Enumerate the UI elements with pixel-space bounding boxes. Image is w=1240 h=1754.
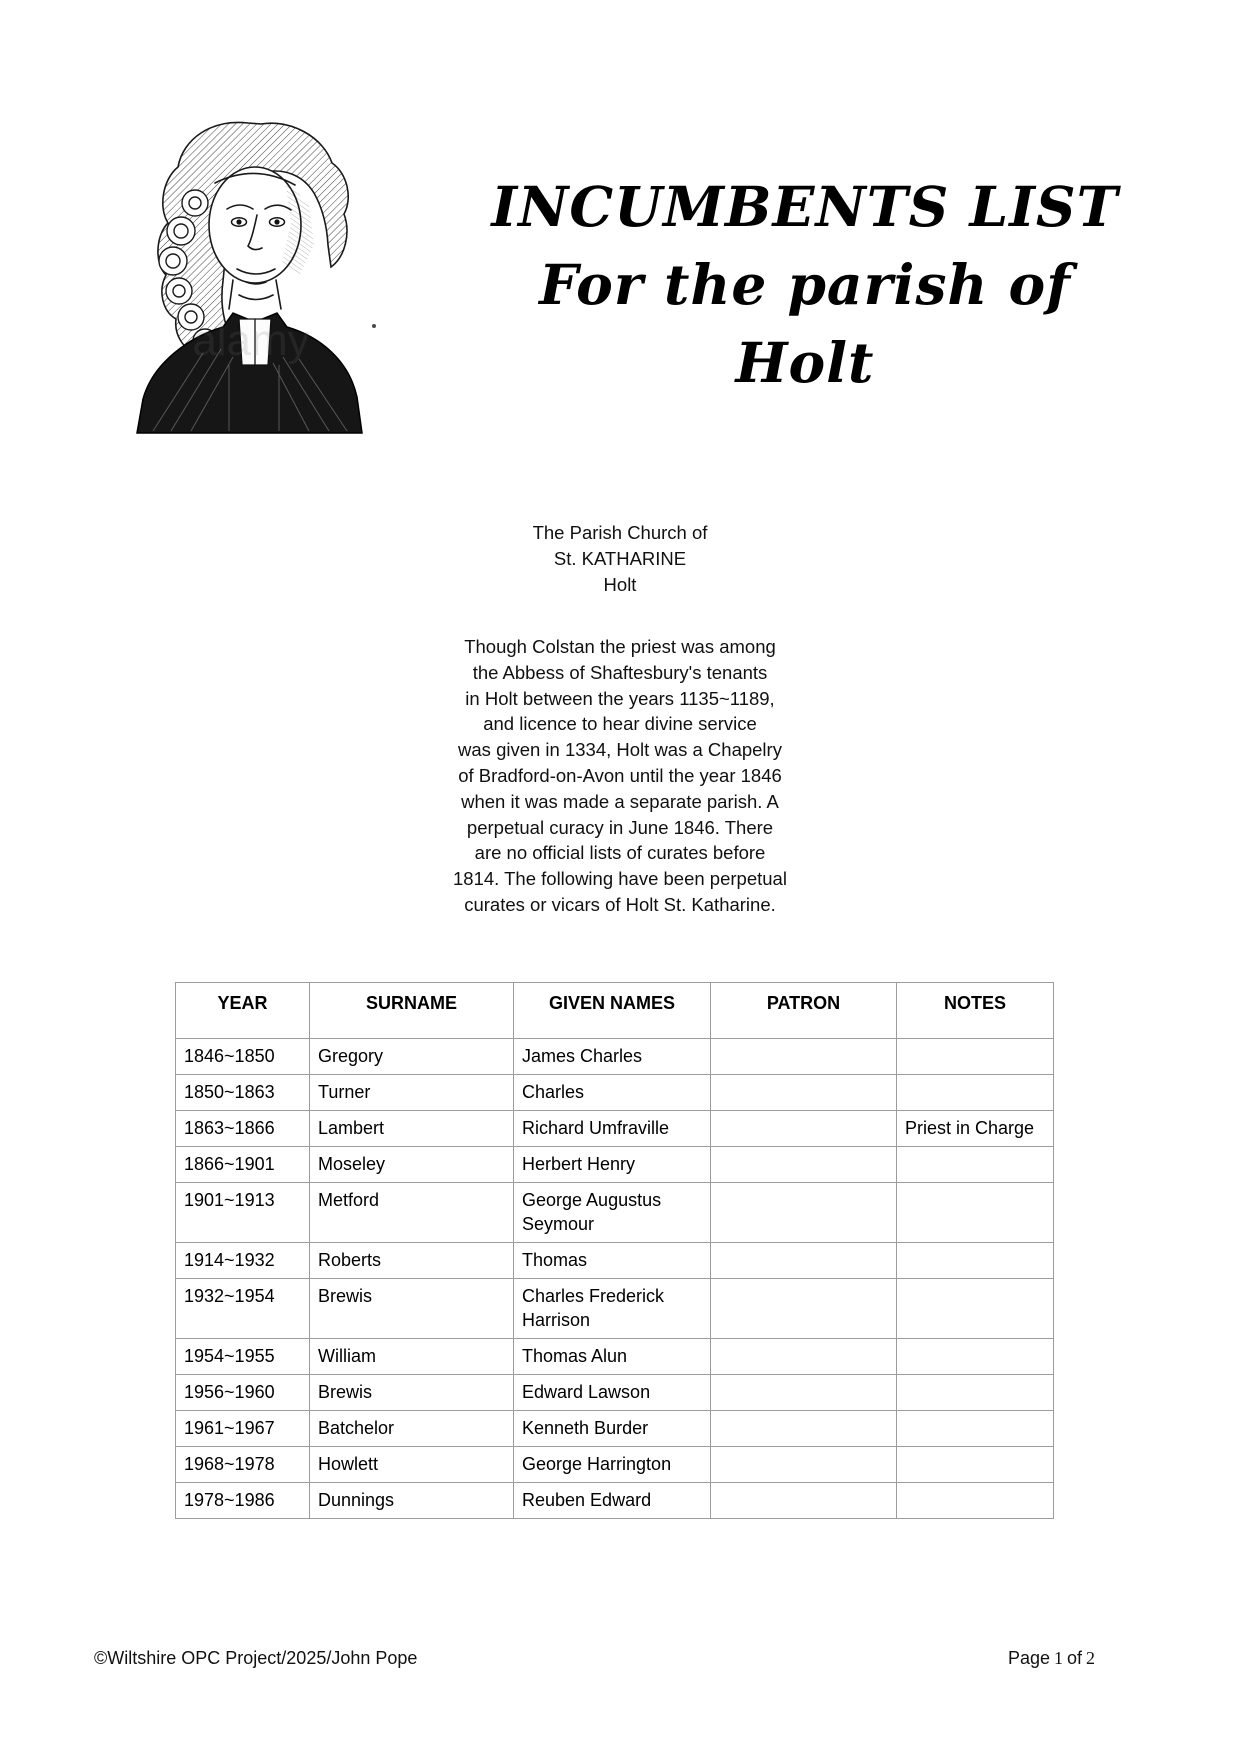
cell-year: 1863~1866 (176, 1111, 310, 1147)
table-row (176, 1075, 1054, 1111)
cell-notes (897, 1279, 1054, 1339)
intro-line: and licence to hear divine service (483, 713, 757, 735)
cell-surname: Howlett (310, 1447, 514, 1483)
table-row (176, 1111, 1054, 1147)
table-row (176, 1375, 1054, 1411)
cell-given-names: Thomas (514, 1243, 711, 1279)
table-row (176, 1279, 1054, 1339)
cell-surname: Metford (310, 1183, 514, 1243)
cell-year: 1846~1850 (176, 1039, 310, 1075)
title-line-3: Holt (735, 330, 875, 395)
intro-line: was given in 1334, Holt was a Chapelry (458, 739, 782, 761)
intro-line: perpetual curacy in June 1846. There (466, 816, 774, 838)
table-row (176, 1039, 1054, 1075)
cell-surname: Moseley (310, 1147, 514, 1183)
cell-notes: Priest in Charge (897, 1111, 1054, 1147)
cell-year: 1961~1967 (176, 1411, 310, 1447)
cell-year: 1954~1955 (176, 1339, 310, 1375)
table-row (176, 1447, 1054, 1483)
intro-line: in Holt between the years 1135~1189, (465, 687, 775, 709)
page-title (425, 168, 1185, 402)
cell-surname: Batchelor (310, 1411, 514, 1447)
table-row (176, 1147, 1054, 1183)
cell-year: 1956~1960 (176, 1375, 310, 1411)
cell-notes (897, 1339, 1054, 1375)
cell-notes (897, 1075, 1054, 1111)
cell-patron (711, 1411, 897, 1447)
cell-patron (711, 1243, 897, 1279)
table-row (176, 1243, 1054, 1279)
intro-paragraph (290, 634, 950, 918)
cell-notes (897, 1147, 1054, 1183)
stray-ink-dot (372, 324, 376, 328)
cell-year: 1932~1954 (176, 1279, 310, 1339)
intro-line: are no official lists of curates before (474, 842, 766, 864)
cell-notes (897, 1243, 1054, 1279)
incumbents-table (175, 982, 1054, 1519)
cell-notes (897, 1483, 1054, 1519)
table-row (176, 1483, 1054, 1519)
table-row (176, 1183, 1054, 1243)
cell-given-names: Kenneth Burder (514, 1411, 711, 1447)
cell-surname: Gregory (310, 1039, 514, 1075)
cell-year: 1901~1913 (176, 1183, 310, 1243)
header-notes: NOTES (897, 983, 1054, 1039)
cell-notes (897, 1183, 1054, 1243)
cell-notes (897, 1447, 1054, 1483)
cell-surname: Turner (310, 1075, 514, 1111)
church-heading-line: St. KATHARINE (553, 548, 687, 569)
page-footer (94, 1648, 1099, 1669)
table-row (176, 1339, 1054, 1375)
intro-line: of Bradford-on-Avon until the year 1846 (458, 764, 782, 786)
cell-notes (897, 1411, 1054, 1447)
cell-patron (711, 1039, 897, 1075)
cell-given-names: Charles (514, 1075, 711, 1111)
cell-given-names: George Augustus Seymour (514, 1183, 711, 1243)
cell-patron (711, 1075, 897, 1111)
cell-given-names: Richard Umfraville (514, 1111, 711, 1147)
intro-line: when it was made a separate parish. A (461, 790, 779, 812)
cell-patron (711, 1339, 897, 1375)
cell-notes (897, 1039, 1054, 1075)
cell-year: 1866~1901 (176, 1147, 310, 1183)
intro-line: the Abbess of Shaftesbury's tenants (472, 661, 768, 683)
intro-line: Though Colstan the priest was among (464, 636, 776, 657)
cell-notes (897, 1375, 1054, 1411)
church-heading-line: Holt (603, 574, 637, 595)
cell-year: 1978~1986 (176, 1483, 310, 1519)
incumbents-table-body (176, 1039, 1054, 1519)
cell-surname: Brewis (310, 1279, 514, 1339)
table-header-row (176, 983, 1054, 1039)
copyright-text: ©Wiltshire OPC Project/2025/John Pope (94, 1648, 418, 1668)
cell-year: 1914~1932 (176, 1243, 310, 1279)
clergyman-portrait-drawing (133, 112, 363, 434)
header-patron: PATRON (711, 983, 897, 1039)
cell-given-names: Reuben Edward (514, 1483, 711, 1519)
cell-patron (711, 1111, 897, 1147)
cell-surname: Brewis (310, 1375, 514, 1411)
title-line-2: For the parish of (539, 252, 1071, 317)
intro-line: curates or vicars of Holt St. Katharine. (464, 893, 776, 915)
cell-patron (711, 1147, 897, 1183)
header-given-names: GIVEN NAMES (514, 983, 711, 1039)
cell-patron (711, 1279, 897, 1339)
clergyman-portrait (133, 112, 363, 434)
cell-given-names: Edward Lawson (514, 1375, 711, 1411)
header-surname: SURNAME (310, 983, 514, 1039)
cell-patron (711, 1447, 897, 1483)
church-heading-line: The Parish Church of (532, 522, 708, 543)
page-number-label: Page 1 of 2 (1007, 1648, 1095, 1668)
cell-year: 1968~1978 (176, 1447, 310, 1483)
cell-patron (711, 1375, 897, 1411)
title-line-1: INCUMBENTS LIST (491, 174, 1119, 239)
cell-year: 1850~1863 (176, 1075, 310, 1111)
cell-patron (711, 1183, 897, 1243)
header-year: YEAR (176, 983, 310, 1039)
cell-given-names: Thomas Alun (514, 1339, 711, 1375)
cell-given-names: Charles Frederick Harrison (514, 1279, 711, 1339)
cell-given-names: Herbert Henry (514, 1147, 711, 1183)
cell-surname: Dunnings (310, 1483, 514, 1519)
table-row (176, 1411, 1054, 1447)
cell-surname: William (310, 1339, 514, 1375)
church-heading (320, 520, 920, 598)
watermark-text: alamy (192, 316, 310, 365)
cell-patron (711, 1483, 897, 1519)
cell-surname: Lambert (310, 1111, 514, 1147)
intro-line: 1814. The following have been perpetual (453, 868, 787, 890)
cell-given-names: George Harrington (514, 1447, 711, 1483)
cell-given-names: James Charles (514, 1039, 711, 1075)
cell-surname: Roberts (310, 1243, 514, 1279)
